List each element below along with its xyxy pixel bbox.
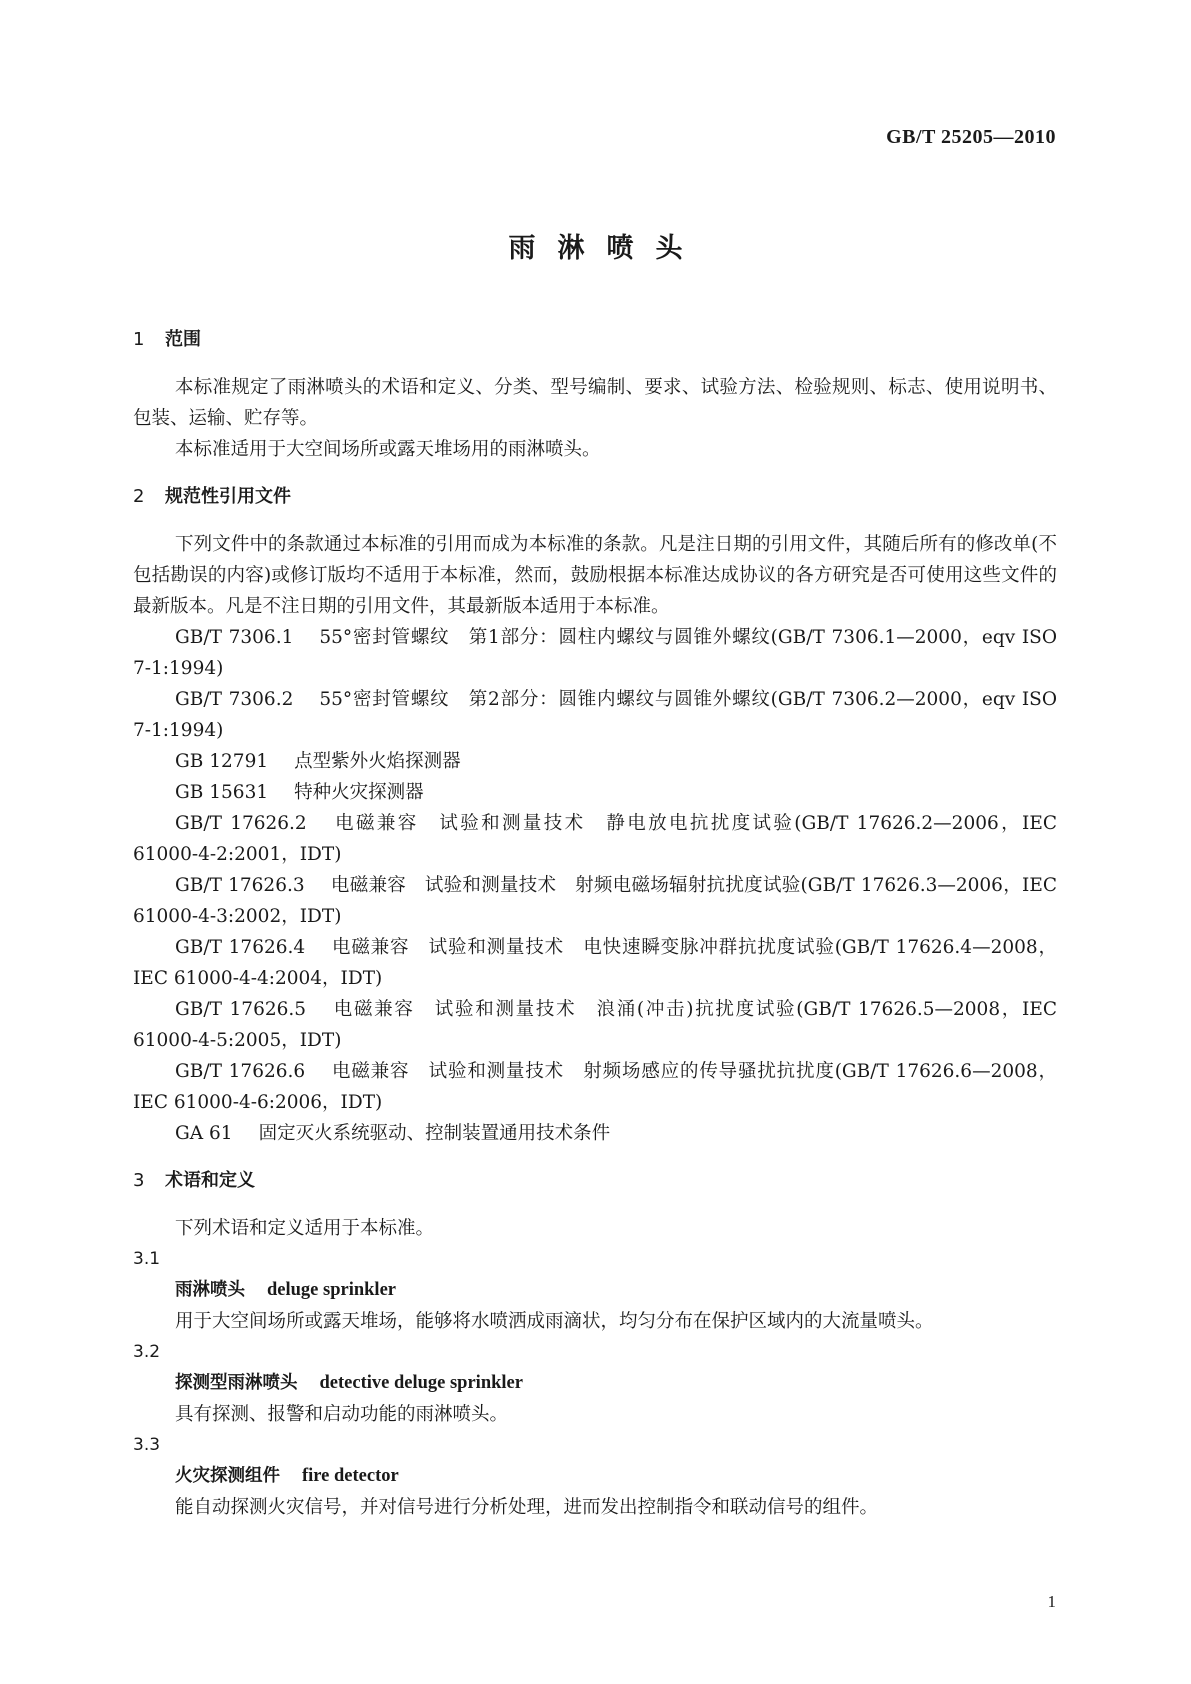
reference-text: 电磁兼容 试验和测量技术 静电放电抗扰度试验(GB/T 17626.2—2006，IEC 61000-4-2:2001，IDT) — [133, 813, 1057, 865]
section-title: 范围 — [165, 329, 201, 350]
document-title: 雨淋喷头 — [508, 233, 705, 264]
reference-code: GB 12791 — [175, 751, 269, 772]
term-definition: 用于大空间场所或露天堆场，能够将水喷洒成雨滴状，均匀分布在保护区域内的大流量喷头。 — [175, 1311, 934, 1332]
reference-text: 电磁兼容 试验和测量技术 电快速瞬变脉冲群抗扰度试验(GB/T 17626.4—2008，IEC 61000-4-4:2004，IDT) — [133, 937, 1057, 989]
term-number: 3.2 — [133, 1342, 161, 1362]
reference-code: GA 61 — [175, 1123, 233, 1144]
term-name-zh: 火灾探测组件 — [175, 1466, 280, 1486]
paragraph: 本标准适用于大空间场所或露天堆场用的雨淋喷头。 — [175, 439, 601, 460]
reference-item — [133, 1056, 1057, 1118]
document-body — [133, 322, 1057, 1523]
section-number: 2 — [133, 486, 145, 507]
term-name-en: detective deluge sprinkler — [319, 1373, 523, 1393]
reference-item — [133, 932, 1057, 994]
reference-text: 点型紫外火焰探测器 — [294, 751, 461, 772]
section-number: 1 — [133, 329, 145, 350]
term-name — [133, 1368, 1057, 1399]
reference-item — [133, 777, 1057, 808]
reference-text: 电磁兼容 试验和测量技术 浪涌(冲击)抗扰度试验(GB/T 17626.5—2008，IEC 61000-4-5:2005，IDT) — [133, 999, 1057, 1051]
section-heading-terms — [133, 1163, 1057, 1199]
reference-text: 特种火灾探测器 — [294, 782, 424, 803]
term-name — [133, 1275, 1057, 1306]
section-heading-references — [133, 479, 1057, 515]
reference-code: GB/T 7306.2 — [175, 689, 294, 710]
term-definition: 具有探测、报警和启动功能的雨淋喷头。 — [175, 1404, 509, 1425]
term-name-en: fire detector — [302, 1466, 399, 1486]
reference-code: GB 15631 — [175, 782, 269, 803]
standard-code: GB/T 25205—2010 — [886, 126, 1056, 148]
reference-item — [133, 870, 1057, 932]
paragraph: 本标准规定了雨淋喷头的术语和定义、分类、型号编制、要求、试验方法、检验规则、标志、使用说明书、包装、运输、贮存等。 — [133, 377, 1057, 429]
reference-code: GB/T 7306.1 — [175, 627, 294, 648]
reference-item — [133, 808, 1057, 870]
term-name — [133, 1461, 1057, 1492]
section-number: 3 — [133, 1170, 145, 1191]
section-title: 规范性引用文件 — [165, 486, 291, 507]
page-number: 1 — [1047, 1592, 1056, 1611]
term-definition: 能自动探测火灾信号，并对信号进行分析处理，进而发出控制指令和联动信号的组件。 — [175, 1497, 879, 1518]
reference-text: 电磁兼容 试验和测量技术 射频场感应的传导骚扰抗扰度(GB/T 17626.6—2008，IEC 61000-4-6:2006，IDT) — [133, 1061, 1057, 1113]
section-heading-scope — [133, 322, 1057, 358]
paragraph: 下列术语和定义适用于本标准。 — [175, 1218, 435, 1239]
reference-code: GB/T 17626.5 — [175, 999, 307, 1020]
reference-item — [133, 684, 1057, 746]
term-name-zh: 探测型雨淋喷头 — [175, 1373, 298, 1393]
reference-text: 电磁兼容 试验和测量技术 射频电磁场辐射抗扰度试验(GB/T 17626.3—2006，IEC 61000-4-3:2002，IDT) — [133, 875, 1057, 927]
reference-text: 固定灭火系统驱动、控制装置通用技术条件 — [258, 1123, 611, 1144]
reference-text: 55°密封管螺纹 第1部分：圆柱内螺纹与圆锥外螺纹(GB/T 7306.1—2000，eqv ISO 7-1:1994) — [133, 627, 1057, 679]
reference-item — [133, 994, 1057, 1056]
reference-code: GB/T 17626.2 — [175, 813, 307, 834]
reference-item — [133, 622, 1057, 684]
reference-code: GB/T 17626.3 — [175, 875, 305, 896]
reference-code: GB/T 17626.4 — [175, 937, 306, 958]
paragraph: 下列文件中的条款通过本标准的引用而成为本标准的条款。凡是注日期的引用文件，其随后所有的修改单(不包括勘误的内容)或修订版均不适用于本标准，然而，鼓励根据本标准达成协议的各方研究是否可使用这些文件的最新版本。凡是不注日期的引用文件，其最新版本适用于本标准。 — [133, 534, 1057, 617]
term-name-en: deluge sprinkler — [267, 1280, 396, 1300]
term-name-zh: 雨淋喷头 — [175, 1280, 245, 1300]
term-number: 3.3 — [133, 1435, 161, 1455]
term-number: 3.1 — [133, 1249, 161, 1269]
reference-item — [133, 746, 1057, 777]
reference-text: 55°密封管螺纹 第2部分：圆锥内螺纹与圆锥外螺纹(GB/T 7306.2—2000，eqv ISO 7-1:1994) — [133, 689, 1057, 741]
section-title: 术语和定义 — [165, 1170, 255, 1191]
reference-code: GB/T 17626.6 — [175, 1061, 306, 1082]
reference-item — [133, 1118, 1057, 1149]
